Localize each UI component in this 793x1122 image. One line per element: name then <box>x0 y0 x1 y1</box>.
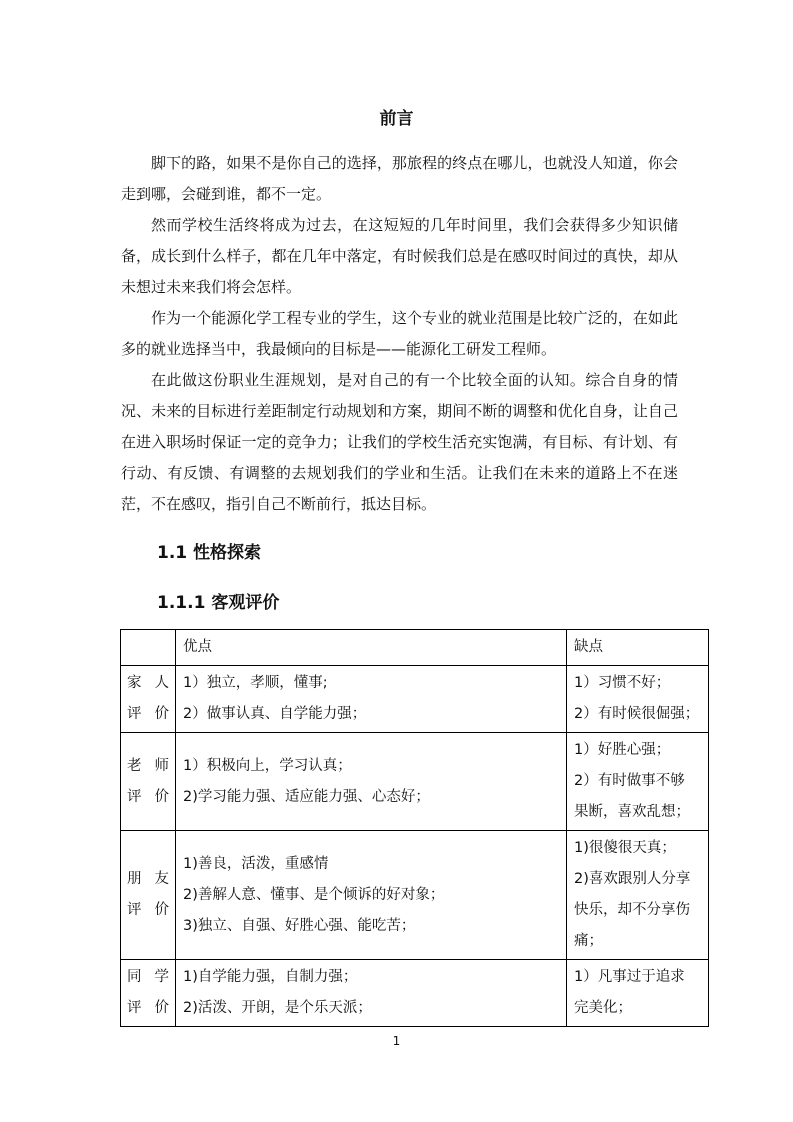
cell-line: 家 人 <box>127 675 169 691</box>
cell-line: 1）习惯不好； <box>574 675 671 691</box>
paragraph: 然而学校生活终将成为过去，在这短短的几年时间里，我们会获得多少知识储备，成长到什么样子，都在几年中落定，有时候我们总是在感叹时间过的真快，却从未想过未来我们将会怎样。 <box>121 216 678 296</box>
header-cell <box>121 630 176 666</box>
pros-cell <box>176 831 567 960</box>
cell-line: 1)善良，活泼，重感情 <box>183 855 329 872</box>
table-row <box>121 733 709 831</box>
subsection-heading: 1.1.1 客观评价 <box>157 593 280 613</box>
paragraph: 作为一个能源化学工程专业的学生，这个专业的就业范围是比较广泛的，在如此多的就业选择当中，我最倾向的目标是——能源化工研发工程师。 <box>121 309 678 358</box>
cell-line: 2）做事认真、自学能力强； <box>183 706 367 722</box>
header-cell: 优点 <box>176 630 567 666</box>
cell-line: 1）独立，孝顺，懂事; <box>183 675 328 691</box>
section-heading: 1.1 性格探索 <box>157 543 262 563</box>
header-cell: 缺点 <box>567 630 709 666</box>
row-label <box>121 831 176 960</box>
row-label <box>121 960 176 1027</box>
cell-line: 1）好胜心强； <box>574 742 671 758</box>
table-header-row <box>121 630 709 666</box>
cell-line: 痛； <box>574 933 603 949</box>
cell-line: 2)善解人意、懂事、是个倾诉的好对象； <box>183 886 445 903</box>
table-row <box>121 960 709 1027</box>
cons-cell <box>567 666 709 733</box>
cell-line: 朋 友 <box>127 871 169 887</box>
cell-line: 果断，喜欢乱想； <box>574 804 690 820</box>
cell-line: 1）凡事过于追求 <box>574 969 685 985</box>
paragraph: 脚下的路，如果不是你自己的选择，那旅程的终点在哪儿，也就没人知道，你会走到哪，会碰到谁，都不一定。 <box>121 154 678 203</box>
cell-line: 2）有时做事不够 <box>574 773 685 789</box>
paragraph: 在此做这份职业生涯规划，是对自己的有一个比较全面的认知。综合自身的情况、未来的目标进行差距制定行动规划和方案，期间不断的调整和优化自身，让自己在进入职场时保证一定的竞争力；让我们的学校生活充实饱满，有目标、有计划、有行动、有反馈、有调整的去规划我们的学业和生活。让我们在未来的道路上不在迷茫，不在感叹，指引自己不断前行，抵达目标。 <box>121 371 678 513</box>
cell-line: 2）有时候很倔强； <box>574 706 700 722</box>
table-row <box>121 831 709 960</box>
cell-line: 快乐，却不分享伤 <box>574 902 690 918</box>
cell-line: 2)学习能力强、适应能力强、心态好； <box>183 788 430 805</box>
cell-line: 老 师 <box>127 757 169 774</box>
pros-cell <box>176 733 567 831</box>
cell-line: 2)喜欢跟别人分享 <box>574 871 691 887</box>
row-label <box>121 666 176 733</box>
cell-line: 评价 <box>127 1000 169 1016</box>
pros-cell <box>176 666 567 733</box>
cell-line: 2)活泼、开朗，是个乐天派； <box>183 1000 372 1016</box>
evaluation-table <box>120 629 709 1027</box>
cell-line: 1)很傻很天真； <box>574 840 676 856</box>
page-title: 前言 <box>379 109 414 129</box>
cell-line: 同 学 <box>127 969 169 985</box>
cell-line: 完美化； <box>574 1000 632 1016</box>
cell-line: 评价 <box>127 706 169 722</box>
cons-cell <box>567 960 709 1027</box>
row-label <box>121 733 176 831</box>
cons-cell <box>567 831 709 960</box>
table-row <box>121 666 709 733</box>
cell-line: 评价 <box>127 788 169 805</box>
cell-line: 1）积极向上，学习认真； <box>183 757 352 774</box>
cell-line: 3)独立、自强、好胜心强、能吃苦； <box>183 917 416 934</box>
cons-cell <box>567 733 709 831</box>
preface-body <box>121 148 678 520</box>
cell-line: 评价 <box>127 902 169 918</box>
pros-cell <box>176 960 567 1027</box>
page-number: 1 <box>392 1034 401 1048</box>
cell-line: 1)自学能力强，自制力强； <box>183 969 358 985</box>
